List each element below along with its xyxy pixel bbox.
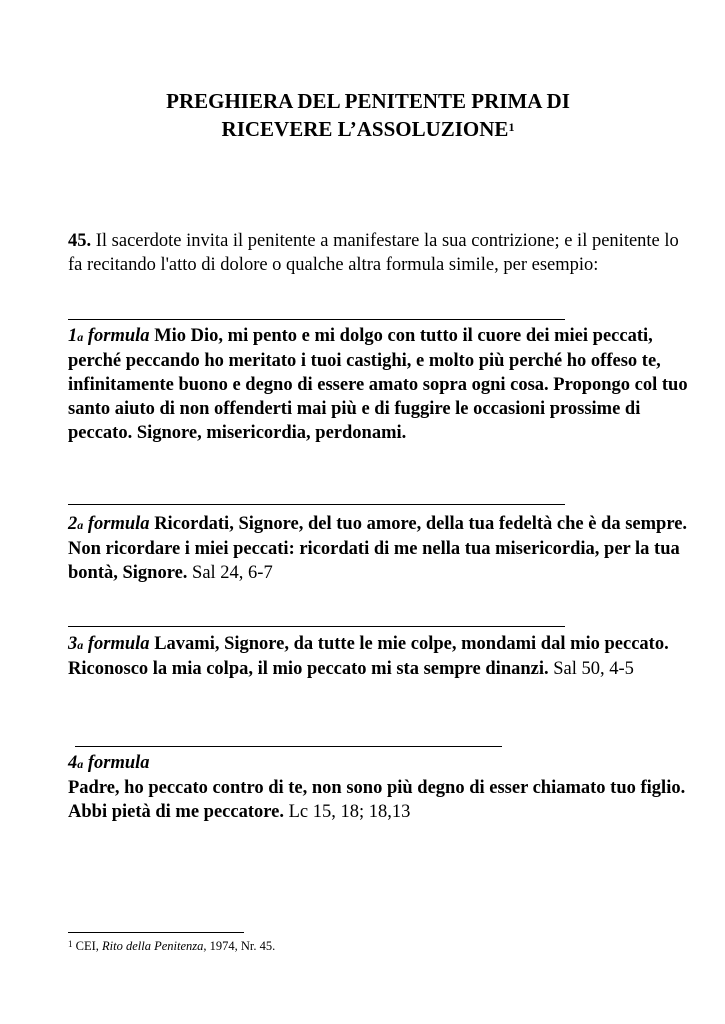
separator-line [68,504,565,505]
formula-number: 1 [68,326,78,346]
formula-text: Padre, ho peccato contro di te, non sono più degno di esser chiamato tuo figlio. Abbi pietà di me peccatore. [68,778,686,822]
paragraph-number: 45. [68,231,92,251]
intro-text: Il sacerdote invita il penitente a manifestare la sua contrizione; e il penitente lo fa recitando l'atto di dolore o qualche altra formula simile, per esempio: [68,231,679,275]
intro-paragraph [68,229,688,277]
title-line-2: RICEVERE L’ASSOLUZIONE [221,117,509,141]
formula-1 [68,324,688,445]
page-title [68,87,668,143]
footnote-prefix: CEI, [72,939,103,953]
formula-ordinal: a [77,638,84,652]
title-line-1: PREGHIERA DEL PENITENTE PRIMA DI [166,89,570,113]
formula-number: 3 [68,634,78,654]
footnote [68,938,668,954]
formula-ordinal: a [77,330,84,344]
formula-label: formula [87,634,150,654]
footnote-title: Rito della Penitenza [102,939,204,953]
formula-label: formula [87,326,150,346]
separator-line [75,746,502,747]
footnote-suffix: , 1974, Nr. 45. [203,939,276,953]
formula-label: formula [87,514,150,534]
separator-line [68,626,565,627]
formula-ordinal: a [77,757,84,771]
footnote-mark: 1 [68,939,73,949]
formula-2 [68,512,688,585]
footnote-ref: 1 [508,120,515,134]
formula-reference: Sal 24, 6-7 [187,563,273,583]
formula-number: 4 [68,753,78,773]
separator-line [68,319,565,320]
formula-reference: Sal 50, 4-5 [548,659,634,679]
formula-reference: Lc 15, 18; 18,13 [283,802,411,822]
formula-3 [68,632,688,681]
formula-text: Lavami, Signore, da tutte le mie colpe, mondami dal mio peccato. Riconosco la mia colpa, il mio peccato mi sta sempre dinanzi. [68,634,669,679]
formula-text: Ricordati, Signore, del tuo amore, della tua fedeltà che è da sempre. Non ricordare i miei peccati: ricordati di me nella tua misericordia, per la tua bontà, Signore. [68,514,688,583]
formula-4 [68,751,688,824]
formula-text: Mio Dio, mi pento e mi dolgo con tutto il cuore dei miei peccati, perché peccando ho meritato i tuoi castighi, e molto più perché ho offeso te, infinitamente buono e degno di essere amato sopra ogni cosa. Propongo col tuo santo aiuto di non offenderti mai più e di fuggire le occasioni prossime di peccato. Signore, misericordia, perdonami. [68,326,688,443]
formula-ordinal: a [77,518,84,532]
formula-label: formula [87,753,150,773]
formula-number: 2 [68,514,78,534]
footnote-separator [68,932,244,933]
